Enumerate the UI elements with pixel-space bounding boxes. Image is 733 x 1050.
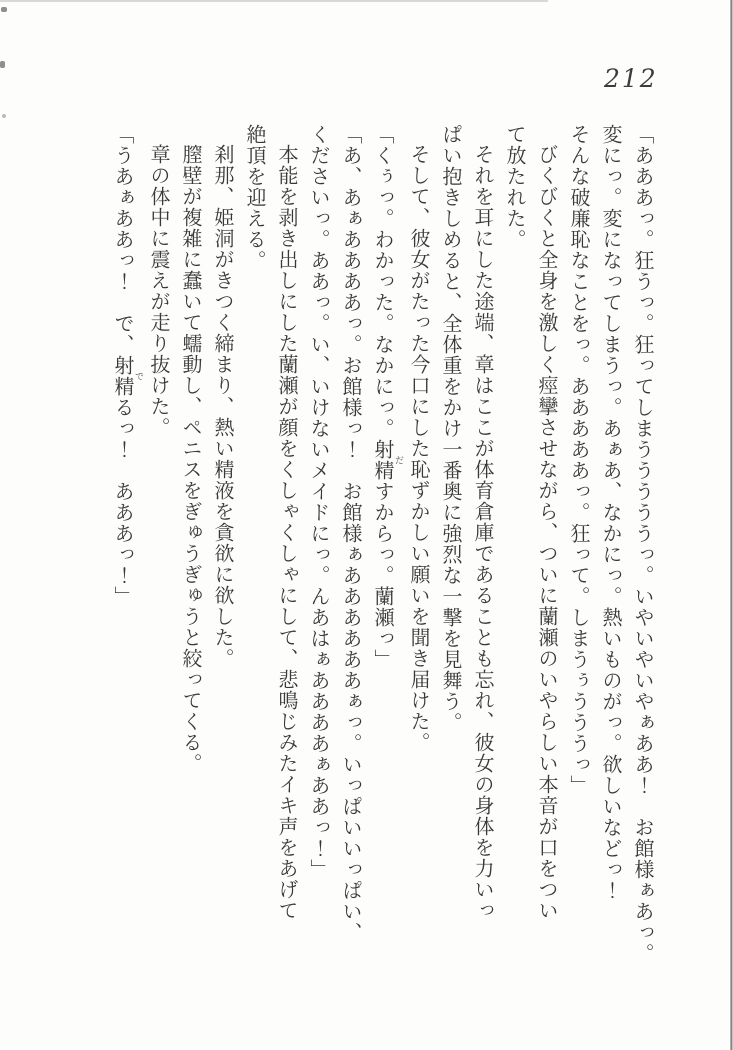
dialogue-line: 変にっ。変になってしまうっ。あぁあ、なかにっ。熱いものがっ。欲しいなどっ！ bbox=[599, 124, 623, 901]
scan-artifact bbox=[0, 61, 5, 68]
narration-line: 絶頂を迎える。 bbox=[243, 124, 267, 271]
narration-line: 膣壁が複雑に蠢いて蠕動し、ペニスをぎゅうぎゅうと絞ってくる。 bbox=[179, 144, 203, 774]
page-number: 212 bbox=[604, 64, 658, 93]
narration-line: 本能を剥き出しにした蘭瀬が顔をくしゃくしゃにして、悲鳴じみたイキ声をあげて bbox=[275, 144, 299, 921]
narration-line: びくびくと全身を激しく痙攣させながら、ついに蘭瀬のいやらしい本音が口をつい bbox=[535, 144, 559, 921]
dialogue-line: 「くぅっ。わかった。なかにっ。射精だすからっ。蘭瀬っ」 bbox=[371, 124, 403, 670]
furigana: だ bbox=[393, 439, 403, 481]
scan-artifact bbox=[1, 7, 7, 12]
dialogue-line: 「あ、あぁああああっ。お館様っ！ お館様ぁああああああぁっ。いっぱいいっぱい、 bbox=[339, 124, 363, 943]
ruby-annotated-word: 射精で bbox=[111, 355, 143, 397]
narration-line: て放たれた。 bbox=[503, 124, 527, 250]
narration-line: 章の体中に震えが走り抜けた。 bbox=[147, 144, 171, 438]
dialogue-line: 「あああっ。狂うっ。狂ってしまうううううっ。いやいやいやぁああ！ お館様ぁあっ。 bbox=[631, 124, 655, 964]
narration-line: そして、彼女がたった今口にした恥ずかしい願いを聞き届けた。 bbox=[407, 144, 431, 753]
dialogue-line: くださいっ。ああっ。い、いけないメイドにっ。んあはぁああああぁああっ！」 bbox=[307, 124, 331, 880]
narration-line: 刹那、姫洞がきつく締まり、熱い精液を貪欲に欲した。 bbox=[211, 144, 235, 669]
body-text bbox=[107, 124, 659, 964]
dialogue-line: 「うあぁああっ！ で、射精でるっ！ あああっ！」 bbox=[111, 124, 143, 607]
dialogue-line: そんな破廉恥なことをっ。あああああっ。狂って。しまうぅうううっ」 bbox=[567, 124, 591, 796]
ruby-annotated-word: 射精だ bbox=[371, 439, 403, 481]
narration-line: ぱい抱きしめると、全体重をかけ一番奥に強烈な一撃を見舞う。 bbox=[439, 124, 463, 733]
furigana: で bbox=[133, 355, 143, 397]
narration-line: それを耳にした途端、章はここが体育倉庫であることも忘れ、彼女の身体を力いっ bbox=[471, 144, 495, 921]
scan-artifact bbox=[2, 114, 6, 118]
scan-edge-line bbox=[0, 0, 548, 2]
